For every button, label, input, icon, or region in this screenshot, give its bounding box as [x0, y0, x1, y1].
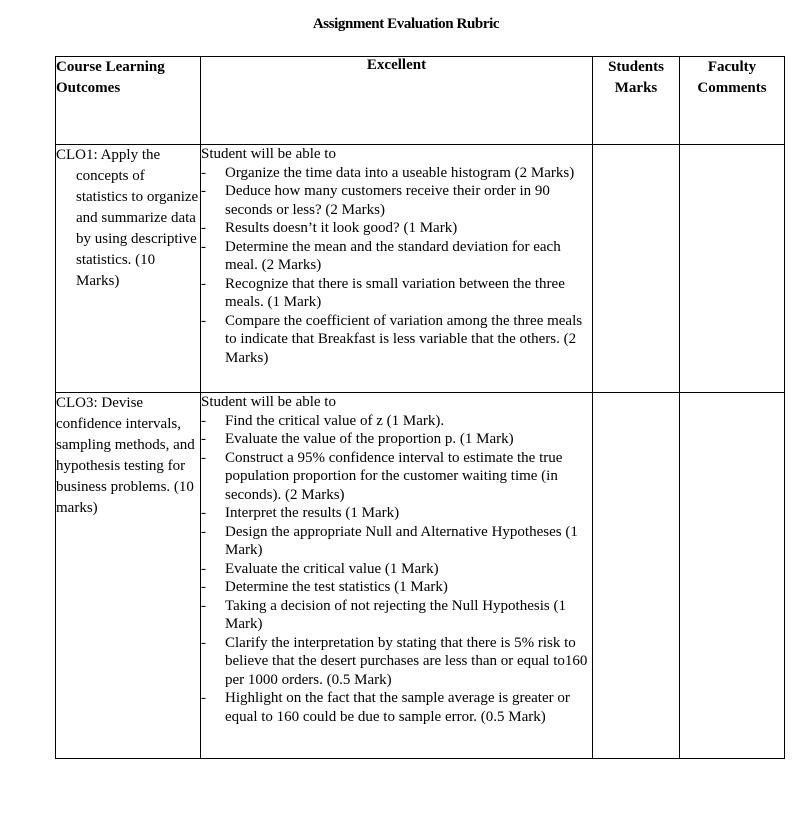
- criterion-item: - Evaluate the critical value (1 Mark): [201, 560, 439, 577]
- rubric-table: [55, 56, 785, 759]
- clo3-cell: CLO3: Devise confidence intervals, sampling methods, and hypothesis testing for business problems. (10 marks): [56, 393, 201, 759]
- clo1-students-marks-cell[interactable]: [593, 145, 680, 393]
- criterion-item: - Organize the time data into a useable histogram (2 Marks): [201, 164, 575, 181]
- table-row: [56, 393, 785, 759]
- clo3-criteria-list: [201, 412, 592, 727]
- criterion-item: - Compare the coefficient of variation among the three meals to indicate that Breakfast is less variable that the others. (2 Marks): [201, 312, 583, 366]
- table-row: [56, 145, 785, 393]
- clo1-intro: Student will be able to: [201, 146, 336, 162]
- clo3-intro: Student will be able to: [201, 394, 336, 410]
- clo1-criteria-cell: [201, 145, 593, 393]
- criterion-item: - Deduce how many customers receive their order in 90 seconds or less? (2 Marks): [201, 183, 550, 218]
- criterion-item: - Design the appropriate Null and Alternative Hypotheses (1 Mark): [201, 523, 578, 558]
- criterion-item: - Find the critical value of z (1 Mark).: [201, 412, 445, 429]
- criterion-item: - Evaluate the value of the proportion p. (1 Mark): [201, 431, 514, 447]
- criterion-item: - Results doesn’t it look good? (1 Mark): [201, 220, 458, 236]
- criterion-item: - Determine the mean and the standard deviation for each meal. (2 Marks): [201, 238, 561, 273]
- header-row: [56, 57, 785, 145]
- criterion-item: - Construct a 95% confidence interval to estimate the true population proportion for the customer waiting time (in seconds). (2 Marks): [201, 449, 563, 503]
- criterion-item: - Taking a decision of not rejecting the Null Hypothesis (1 Mark): [201, 597, 566, 632]
- clo1-criteria-list: [201, 164, 592, 368]
- clo3-students-marks-cell[interactable]: [593, 393, 680, 759]
- clo1-label: CLO1: Apply the concepts of statistics to organize and summarize data by using descriptive statistics. (10 Marks): [56, 147, 199, 289]
- clo3-faculty-comments-cell[interactable]: [680, 393, 785, 759]
- clo1-faculty-comments-cell[interactable]: [680, 145, 785, 393]
- header-clo: Course Learning Outcomes: [56, 57, 201, 145]
- header-faculty-comments: Faculty Comments: [680, 57, 785, 145]
- criterion-item: - Highlight on the fact that the sample average is greater or equal to 160 could be due to sample error. (0.5 Mark): [201, 690, 570, 725]
- criterion-item: - Interpret the results (1 Mark): [201, 505, 400, 521]
- clo3-criteria-cell: [201, 393, 593, 759]
- criterion-item: - Clarify the interpretation by stating that there is 5% risk to believe that the desert purchases are less than or equal to160 per 1000 orders. (0.5 Mark): [201, 634, 588, 688]
- header-excellent: Excellent: [201, 57, 593, 145]
- clo1-cell: [56, 145, 201, 393]
- criterion-item: - Determine the test statistics (1 Mark): [201, 579, 448, 595]
- criterion-item: - Recognize that there is small variation between the three meals. (1 Mark): [201, 275, 565, 310]
- document-title: Assignment Evaluation Rubric: [312, 16, 500, 32]
- header-students-marks: Students Marks: [593, 57, 680, 145]
